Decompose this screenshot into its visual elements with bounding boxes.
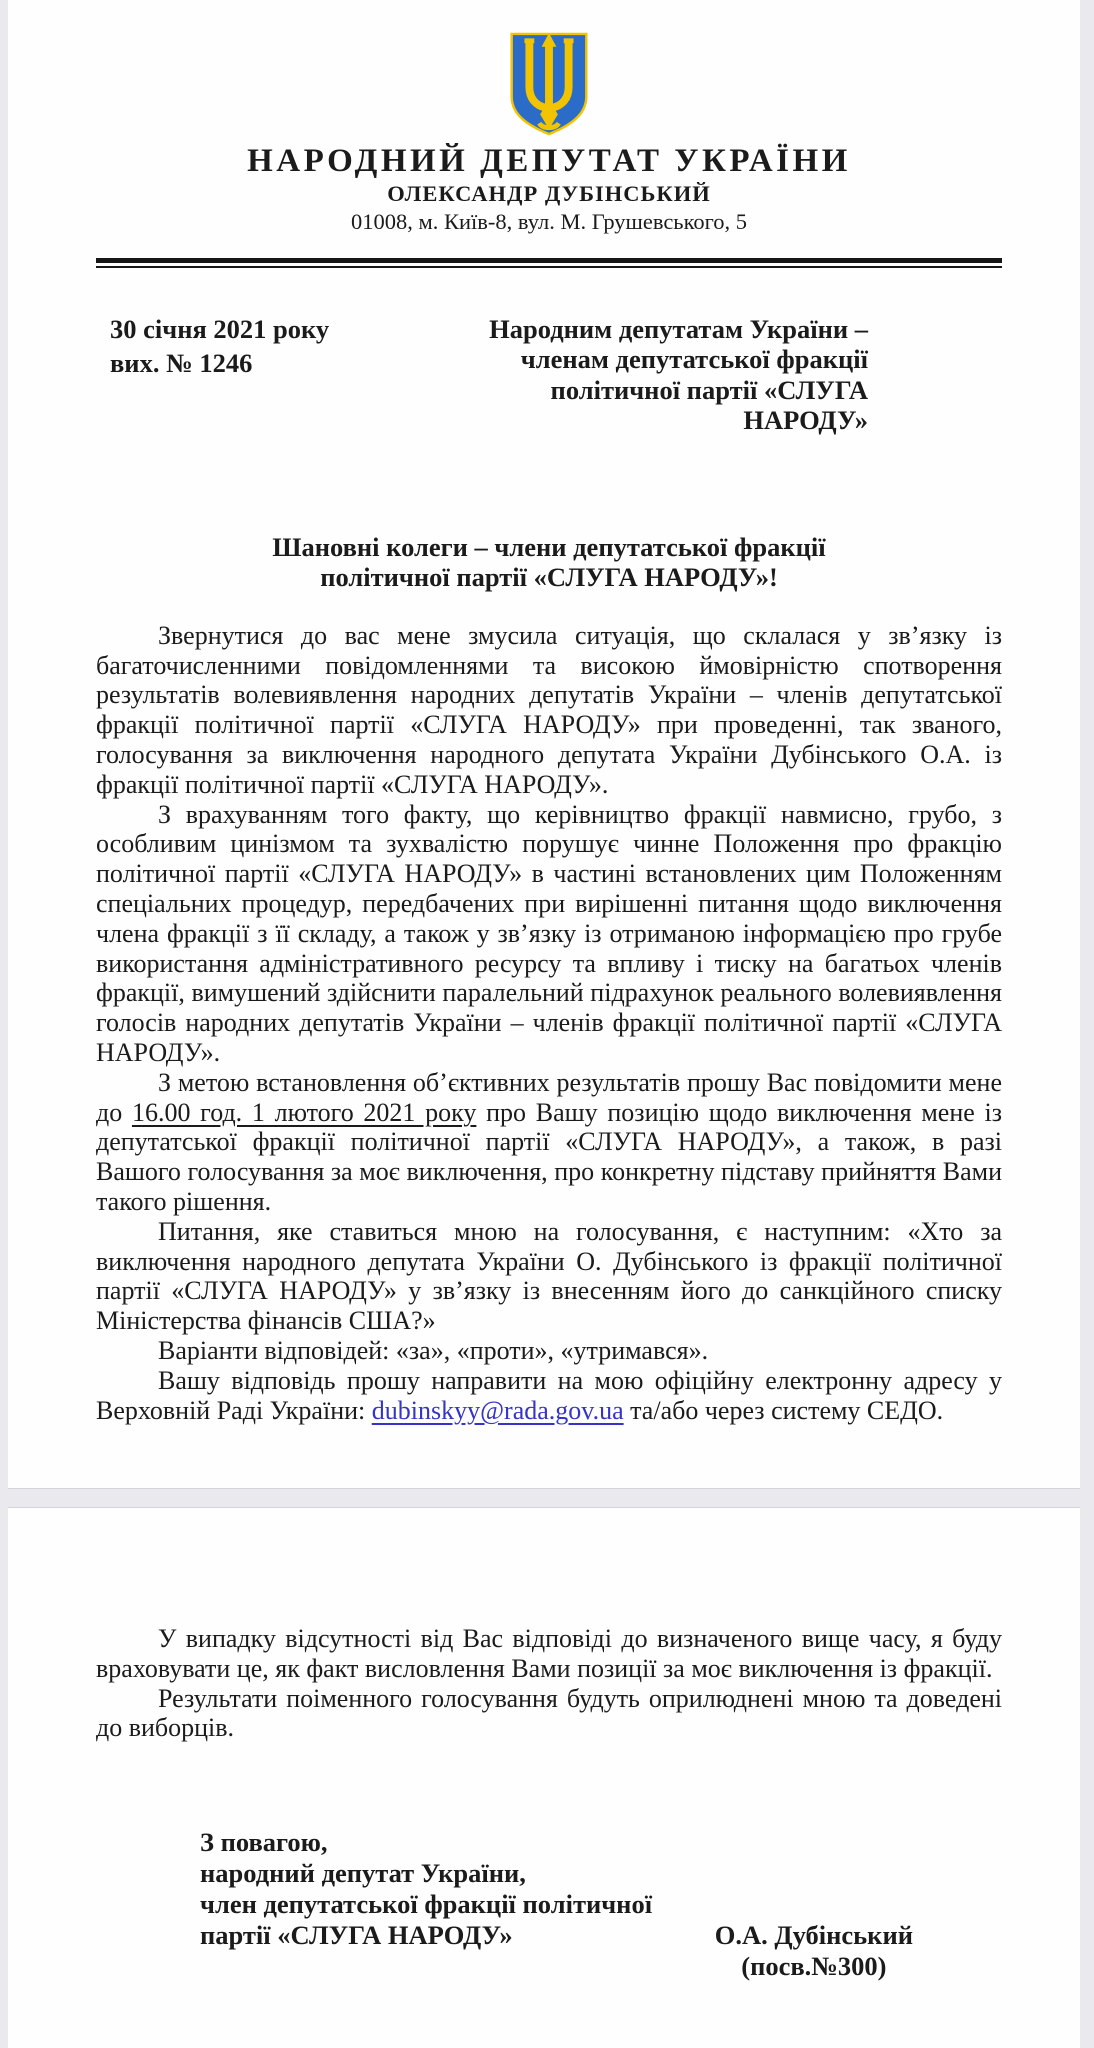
paragraph-text: про Вашу позицію щодо виключення мене із депутатської фракції політичної партії «СЛУГА НАРОДУ», а також, в разі Вашого голосування за моє виключення, про конкретну підставу прийняття Вами такого рішення. — [96, 1097, 1002, 1216]
reference-block — [110, 314, 329, 436]
body-paragraph-situation: Звернутися до вас мене змусила ситуація, що склалася у зв’язку із багаточисленними повідомленнями та високою ймовірністю спотворення результатів волевиявлення народних депутатів України – членів депутатської фракції політичної партії «СЛУГА НАРОДУ» при проведенні, так званого, голосування за виключення народного депутата України Дубінського О.А. із фракції політичної партії «СЛУГА НАРОДУ». — [96, 620, 1002, 799]
signature-line: партії «СЛУГА НАРОДУ» — [200, 1920, 513, 1951]
deadline-underlined-text: 16.00 год. 1 лютого 2021 року — [131, 1097, 477, 1127]
letterhead-divider-rule — [96, 258, 1002, 268]
body-paragraph-results: Результати поіменного голосування будуть оприлюднені мною та доведені до виборців. — [96, 1683, 1002, 1743]
letterhead-name: ОЛЕКСАНДР ДУБІНСЬКИЙ — [387, 181, 711, 207]
reference-date: 30 січня 2021 року — [110, 313, 330, 344]
signature-name-block — [715, 1920, 913, 1982]
letterhead-title: НАРОДНИЙ ДЕПУТАТ УКРАЇНИ — [247, 143, 851, 179]
reference-row — [96, 314, 1002, 436]
reference-number: вих. № 1246 — [110, 347, 253, 378]
signature-line: З повагою, — [200, 1827, 328, 1858]
body-paragraph-email — [96, 1366, 1002, 1426]
signature-line: народний депутат України, — [200, 1858, 526, 1889]
body-paragraph-options: Варіанти відповідей: «за», «проти», «утримався». — [158, 1335, 709, 1365]
body-paragraph-question: Питання, яке ставиться мною на голосування, є наступним: «Хто за виключення народного депутата України О. Дубінського із фракції політичної партії «СЛУГА НАРОДУ» у зв’язку із внесенням його до санкційного списку Міністерства фінансів США?» — [96, 1216, 1002, 1336]
page-2 — [8, 1507, 1080, 2048]
signature-name: О.А. Дубінський — [714, 1920, 913, 1951]
signature-block — [96, 1827, 1002, 1997]
addressee-block: Народним депутатам України – членам депутатської фракції політичної партії «СЛУГА НАРОДУ» — [489, 313, 868, 436]
letterhead — [96, 30, 1002, 268]
body-paragraph-no-answer: У випадку відсутності від Вас відповіді до визначеного вище часу, я буду враховувати це, як факт висловлення Вами позиції за моє виключення із фракції. — [96, 1624, 1002, 1683]
letterhead-address: 01008, м. Київ-8, вул. М. Грушевського, 5 — [350, 209, 748, 235]
signature-line: член депутатської фракції політичної — [200, 1889, 653, 1920]
salutation: Шановні колеги – члени депутатської фракції політичної партії «СЛУГА НАРОДУ»! — [272, 531, 826, 592]
ukraine-trident-emblem-icon — [503, 30, 595, 138]
paragraph-text: З метою встановлення об’єктивних результатів прошу Вас повідомити мене до — [96, 1067, 1002, 1127]
letter-body — [96, 621, 1002, 1426]
body-paragraph-violation: З врахуванням того факту, що керівництво фракції навмисно, грубо, з особливим цинізмом та зухвалістю порушує чинне Положення про фракцію політичної партії «СЛУГА НАРОДУ» в частині встановлених цим Положенням спеціальних процедур, передбачених при вирішенні питання щодо виключення члена фракції з її складу, а також у зв’язку із отриманою інформацією про грубе використання адміністративного ресурсу та впливу і тиску на багатьох членів фракції, вимушений здійснити паралельний підрахунок реального волевиявлення голосів народних депутатів України – членів фракції політичної партії «СЛУГА НАРОДУ». — [96, 799, 1002, 1067]
email-link[interactable]: dubinskyy@rada.gov.ua — [371, 1395, 624, 1425]
paragraph-text: Вашу відповідь прошу направити на мою офіційну електронну адресу у Верховній Раді України: — [96, 1365, 1002, 1425]
page-1 — [8, 0, 1080, 1489]
body-paragraph-deadline — [96, 1068, 1002, 1217]
signature-credential: (посв.№300) — [741, 1951, 887, 1982]
paragraph-text: та/або через систему СЕДО. — [623, 1395, 944, 1425]
